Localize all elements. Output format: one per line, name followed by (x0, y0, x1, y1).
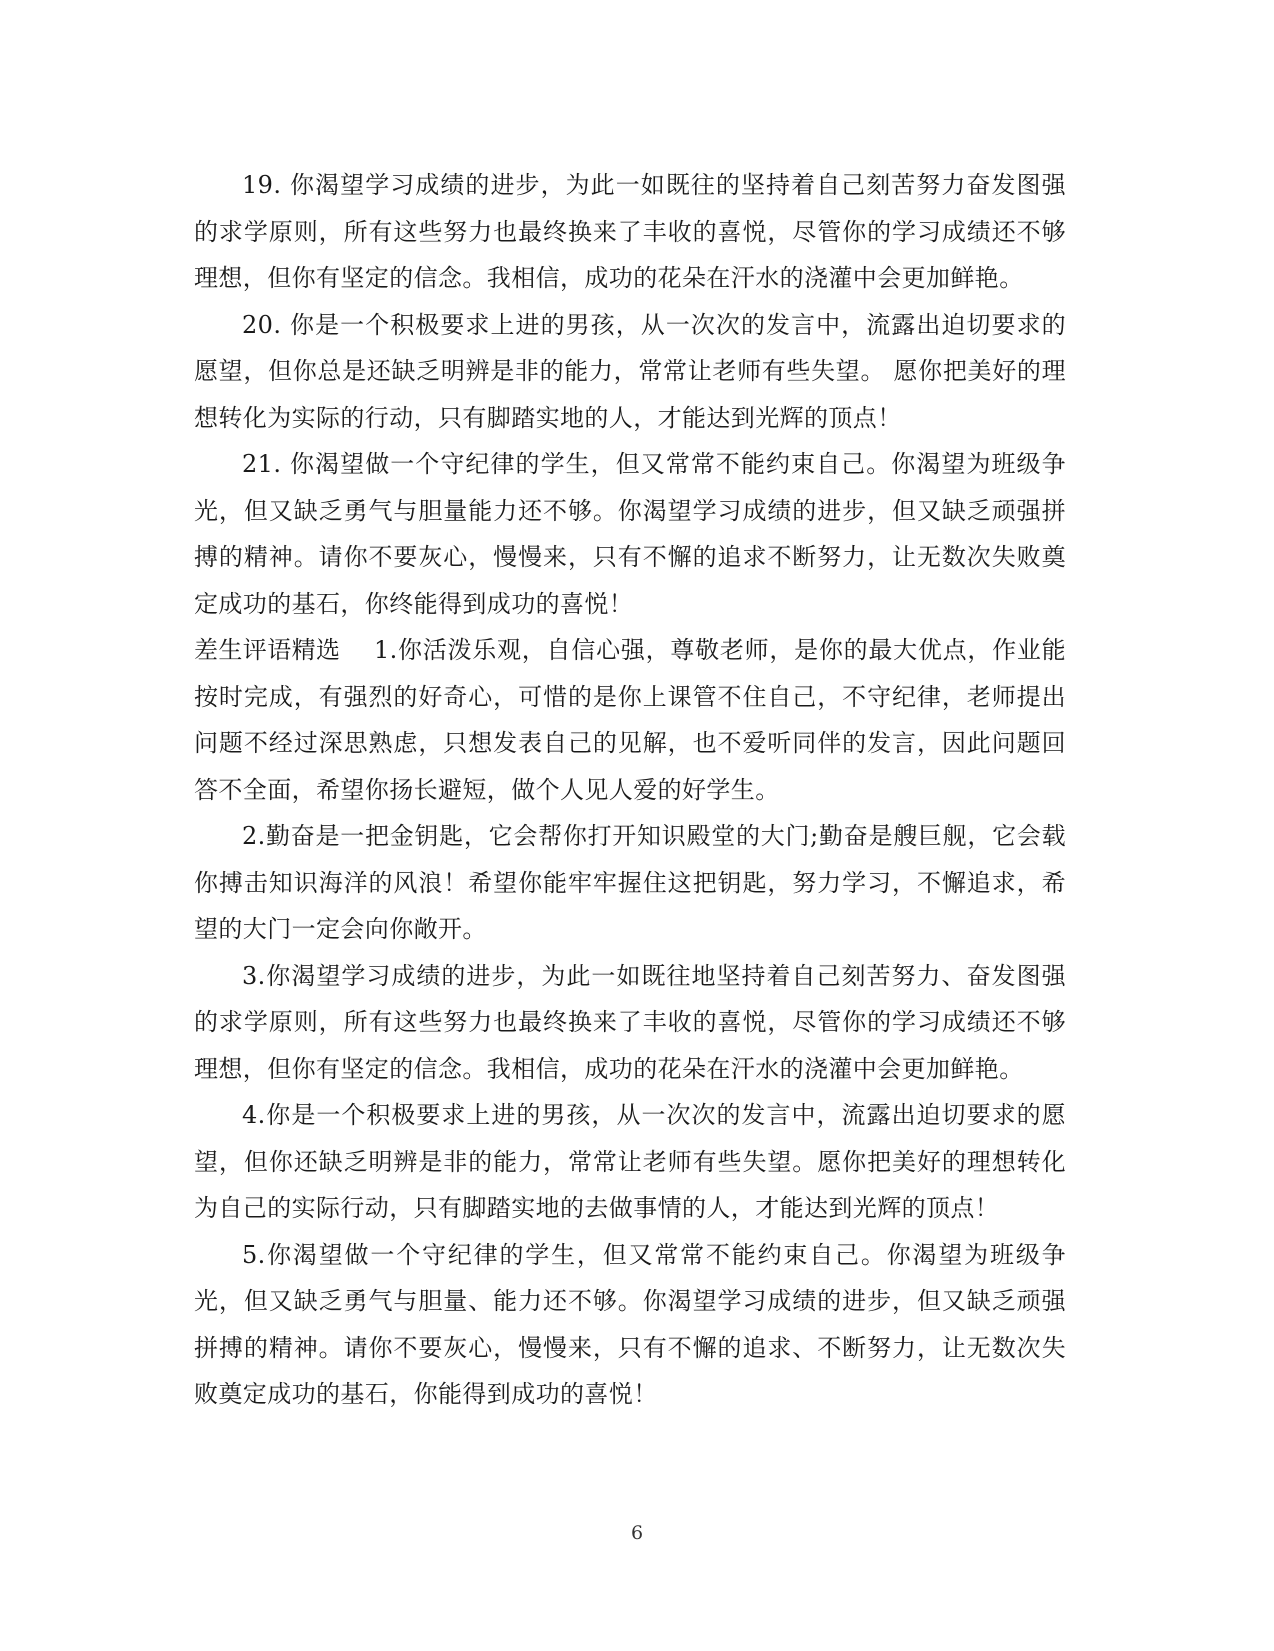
paragraph-3: 3.你渴望学习成绩的进步，为此一如既往地坚持着自己刻苦努力、奋发图强的求学原则，所有这些努力也最终换来了丰收的喜悦，尽管你的学习成绩还不够理想，但你有坚定的信念。我相信，成功的花朵在汗水的浇灌中会更加鲜艳。 (194, 961, 1066, 1083)
paragraph-20: 20. 你是一个积极要求上进的男孩，从一次次的发言中，流露出迫切要求的愿望，但你总是还缺乏明辨是非的能力，常常让老师有些失望。 愿你把美好的理想转化为实际的行动，只有脚踏实地的人，才能达到光辉的顶点！ (194, 310, 1066, 432)
section-first-text: 1.你活泼乐观，自信心强，尊敬老师，是你的最大优点，作业能按时完成，有强烈的好奇心，可惜的是你上课管不住自己，不守纪律，老师提出问题不经过深思熟虑，只想发表自己的见解，也不爱听同伴的发言，因此问题回答不全面，希望你扬长避短，做个人见人爱的好学生。 (194, 636, 1066, 804)
paragraph-2: 2.勤奋是一把金钥匙，它会帮你打开知识殿堂的大门;勤奋是艘巨舰，它会载你搏击知识海洋的风浪！希望你能牢牢握住这把钥匙，努力学习，不懈追求，希望的大门一定会向你敞开。 (194, 822, 1066, 943)
paragraph-5: 5.你渴望做一个守纪律的学生，但又常常不能约束自己。你渴望为班级争光，但又缺乏勇气与胆量、能力还不够。你渴望学习成绩的进步，但又缺乏顽强拼搏的精神。请你不要灰心，慢慢来，只有不懈的追求、不断努力，让无数次失败奠定成功的基石，你能得到成功的喜悦！ (194, 1240, 1066, 1408)
page-number: 6 (630, 1522, 644, 1544)
paragraph-4: 4.你是一个积极要求上进的男孩，从一次次的发言中，流露出迫切要求的愿望，但你还缺乏明辨是非的能力，常常让老师有些失望。愿你把美好的理想转化为自己的实际行动，只有脚踏实地的去做事情的人，才能达到光辉的顶点！ (194, 1101, 1066, 1222)
document-body (194, 162, 1066, 1418)
paragraph-19: 19. 你渴望学习成绩的进步，为此一如既往的坚持着自己刻苦努力奋发图强的求学原则，所有这些努力也最终换来了丰收的喜悦，尽管你的学习成绩还不够理想，但你有坚定的信念。我相信，成功的花朵在汗水的浇灌中会更加鲜艳。 (194, 171, 1066, 292)
section-first-paragraph (194, 627, 1066, 813)
section-heading: 差生评语精选 (194, 636, 341, 664)
paragraph-21: 21. 你渴望做一个守纪律的学生，但又常常不能约束自己。你渴望为班级争光，但又缺乏勇气与胆量能力还不够。你渴望学习成绩的进步，但又缺乏顽强拼搏的精神。请你不要灰心，慢慢来，只有不懈的追求不断努力，让无数次失败奠定成功的基石，你终能得到成功的喜悦！ (194, 450, 1066, 618)
